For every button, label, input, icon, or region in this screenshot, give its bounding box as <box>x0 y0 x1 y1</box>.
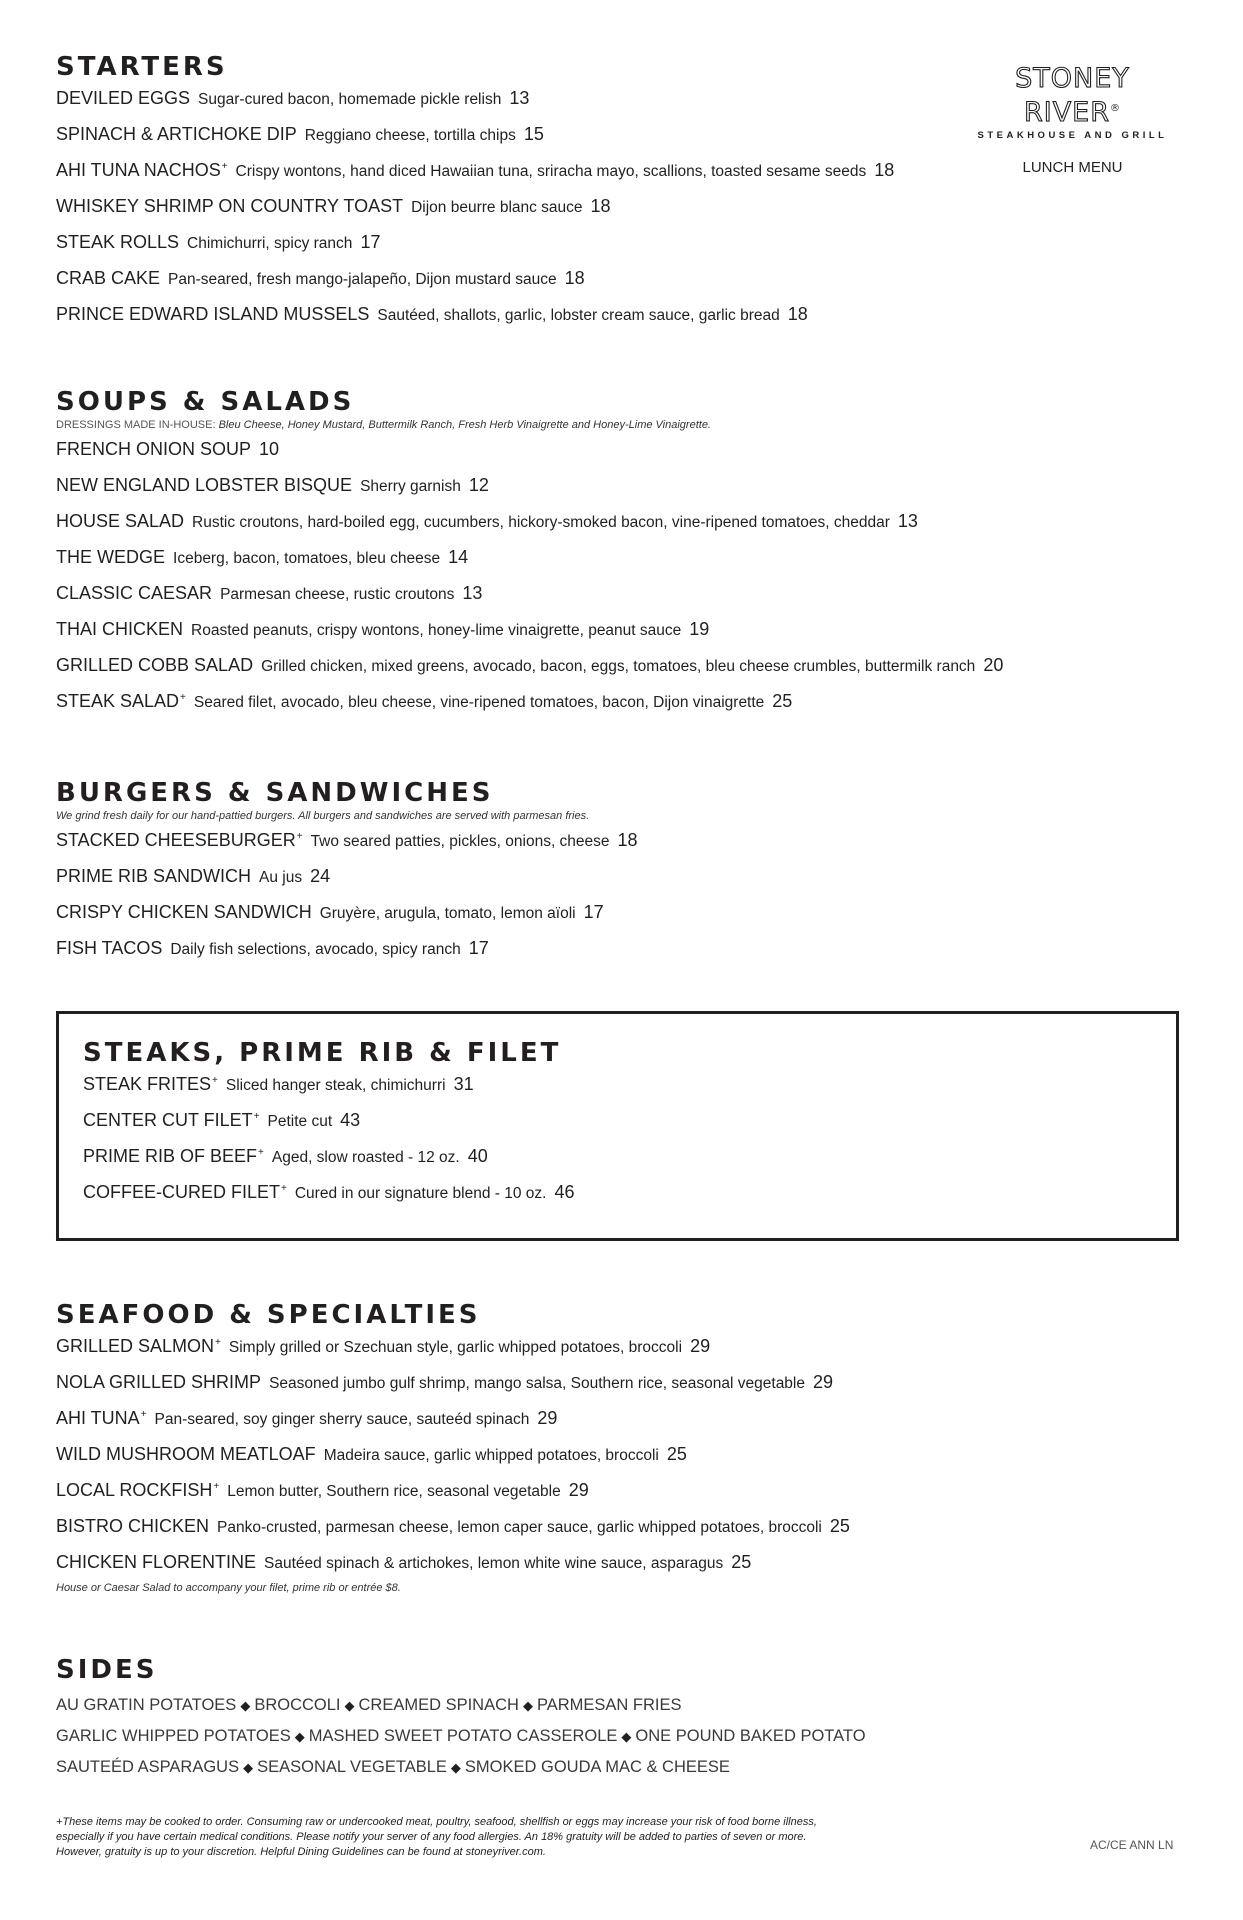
menu-item <box>56 655 1186 691</box>
soups-salads-section <box>56 387 1186 727</box>
item-name: HOUSE SALAD <box>56 511 185 531</box>
item-name: THE WEDGE <box>56 547 166 567</box>
item-name: DEVILED EGGS <box>56 88 191 108</box>
seafood-list <box>56 1336 1186 1588</box>
soups-salads-list <box>56 439 1186 727</box>
item-name: LOCAL ROCKFISH <box>56 1480 213 1500</box>
item-name: GRILLED COBB SALAD <box>56 655 254 675</box>
item-name: NEW ENGLAND LOBSTER BISQUE <box>56 475 353 495</box>
diamond-separator-icon: ◆ <box>344 1698 355 1713</box>
side-item: BROCCOLI <box>254 1696 341 1714</box>
menu-item <box>56 1516 1186 1552</box>
side-item: CREAMED SPINACH <box>358 1696 519 1714</box>
item-name: THAI CHICKEN <box>56 619 184 639</box>
item-name: FISH TACOS <box>56 938 163 958</box>
item-name: CRISPY CHICKEN SANDWICH <box>56 902 312 922</box>
item-price: 14 <box>448 547 469 567</box>
salad-addon-note: House or Caesar Salad to accompany your filet, prime rib or entrée $8. <box>56 1582 401 1594</box>
diamond-separator-icon: ◆ <box>621 1729 632 1744</box>
item-name: WILD MUSHROOM MEATLOAF <box>56 1444 316 1464</box>
cooked-to-order-mark: + <box>215 1337 221 1349</box>
starters-list <box>56 88 1186 340</box>
menu-item <box>83 1110 575 1146</box>
menu-item <box>56 88 1186 124</box>
item-name: STACKED CHEESEBURGER <box>56 830 296 850</box>
starters-section <box>56 52 1186 340</box>
item-name: PRINCE EDWARD ISLAND MUSSELS <box>56 304 370 324</box>
item-price: 17 <box>583 902 604 922</box>
item-price: 13 <box>509 88 530 108</box>
diamond-separator-icon: ◆ <box>522 1698 533 1713</box>
menu-item <box>56 511 1186 547</box>
sides-row <box>56 1757 1186 1788</box>
item-price: 13 <box>462 583 483 603</box>
menu-item <box>56 866 1186 902</box>
item-description: Sugar-cured bacon, homemade pickle relish <box>198 91 502 108</box>
item-price: 40 <box>467 1146 488 1166</box>
item-description: Sliced hanger steak, chimichurri <box>225 1077 446 1094</box>
item-name: BISTRO CHICKEN <box>56 1516 210 1536</box>
item-price: 19 <box>689 619 710 639</box>
section-title: STEAKS, PRIME RIB & FILET <box>83 1038 562 1068</box>
menu-item <box>56 1444 1186 1480</box>
item-description: Sautéed spinach & artichokes, lemon white wine sauce, asparagus <box>264 1555 724 1572</box>
side-item: ONE POUND BAKED POTATO <box>635 1727 866 1745</box>
side-item: MASHED SWEET POTATO CASSEROLE <box>308 1727 618 1745</box>
section-title: BURGERS & SANDWICHES <box>56 778 494 808</box>
diamond-separator-icon: ◆ <box>243 1760 254 1775</box>
section-title: SIDES <box>56 1655 158 1685</box>
side-item: AU GRATIN POTATOES <box>56 1696 237 1714</box>
menu-item <box>56 1408 1186 1444</box>
registered-mark: ® <box>1110 103 1121 114</box>
cooked-to-order-mark: + <box>213 1481 220 1493</box>
item-price: 20 <box>983 655 1004 675</box>
item-description: Simply grilled or Szechuan style, garlic whipped potatoes, broccoli <box>228 1339 683 1356</box>
cooked-to-order-mark: + <box>281 1183 287 1195</box>
item-price: 17 <box>468 938 489 958</box>
cooked-to-order-mark: + <box>180 692 186 704</box>
item-price: 15 <box>523 124 544 144</box>
item-name: CHICKEN FLORENTINE <box>56 1552 257 1572</box>
menu-item <box>56 691 1186 727</box>
item-price: 29 <box>568 1480 589 1500</box>
item-name: WHISKEY SHRIMP ON COUNTRY TOAST <box>56 196 404 216</box>
item-price: 18 <box>590 196 611 216</box>
item-price: 31 <box>453 1074 474 1094</box>
item-name: CRAB CAKE <box>56 268 161 288</box>
item-price: 13 <box>897 511 918 531</box>
sides-row <box>56 1695 1186 1726</box>
item-price: 18 <box>787 304 808 324</box>
item-name: PRIME RIB SANDWICH <box>56 866 252 886</box>
menu-item <box>56 304 1186 340</box>
item-description: Daily fish selections, avocado, spicy ranch <box>170 941 461 958</box>
item-description: Dijon beurre blanc sauce <box>411 199 583 216</box>
side-item: PARMESAN FRIES <box>536 1696 682 1714</box>
item-price: 43 <box>340 1110 361 1130</box>
menu-code: AC/CE ANN LN <box>1090 1838 1174 1852</box>
menu-item <box>56 830 1186 866</box>
menu-item <box>56 160 1186 196</box>
menu-item <box>56 1372 1186 1408</box>
item-description: Seasoned jumbo gulf shrimp, mango salsa, Southern rice, seasonal vegetable <box>269 1375 805 1392</box>
item-price: 18 <box>564 268 585 288</box>
menu-item <box>56 232 1186 268</box>
item-name: STEAK FRITES <box>83 1074 212 1094</box>
dressings-note-text: Bleu Cheese, Honey Mustard, Buttermilk Ranch, Fresh Herb Vinaigrette and Honey-Lime Vinaigrette. <box>218 419 711 431</box>
item-description: Petite cut <box>267 1113 333 1130</box>
seafood-section <box>56 1300 1186 1602</box>
side-item: SEASONAL VEGETABLE <box>257 1758 447 1776</box>
dressings-note-lead: DRESSINGS MADE IN-HOUSE: <box>56 419 216 431</box>
menu-item <box>83 1182 575 1218</box>
item-description: Au jus <box>259 869 303 886</box>
item-description: Reggiano cheese, tortilla chips <box>304 127 516 144</box>
cooked-to-order-mark: + <box>212 1075 218 1087</box>
dressings-note <box>56 419 1186 431</box>
menu-item <box>56 938 1186 974</box>
item-price: 24 <box>310 866 331 886</box>
item-description: Roasted peanuts, crispy wontons, honey-lime vinaigrette, peanut sauce <box>191 622 682 639</box>
cooked-to-order-mark: + <box>258 1147 264 1159</box>
item-name: CLASSIC CAESAR <box>56 583 213 603</box>
menu-type-label: LUNCH MENU <box>1022 159 1123 176</box>
steaks-section <box>83 1038 575 1218</box>
item-description: Grilled chicken, mixed greens, avocado, bacon, eggs, tomatoes, bleu cheese crumbles, buttermilk ranch <box>261 658 976 675</box>
item-price: 25 <box>829 1516 850 1536</box>
menu-item <box>56 1480 1186 1516</box>
item-name: SPINACH & ARTICHOKE DIP <box>56 124 297 144</box>
item-name: STEAK ROLLS <box>56 232 180 252</box>
steaks-list <box>83 1074 575 1218</box>
sides-section <box>56 1655 1186 1788</box>
item-description: Iceberg, bacon, tomatoes, bleu cheese <box>173 550 441 567</box>
side-item: SMOKED GOUDA MAC & CHEESE <box>464 1758 730 1776</box>
menu-item <box>56 268 1186 304</box>
menu-item <box>83 1074 575 1110</box>
menu-item <box>56 902 1186 938</box>
item-description: Seared filet, avocado, bleu cheese, vine-ripened tomatoes, bacon, Dijon vinaigrette <box>193 694 765 711</box>
brand-name: STONEY RIVER® <box>1015 63 1130 128</box>
item-price: 25 <box>772 691 793 711</box>
sides-row <box>56 1726 1186 1757</box>
item-name: AHI TUNA NACHOS <box>56 160 221 180</box>
sides-list <box>56 1695 1186 1788</box>
item-name: STEAK SALAD <box>56 691 180 711</box>
item-description: Crispy wontons, hand diced Hawaiian tuna, sriracha mayo, scallions, toasted sesame seeds <box>235 163 867 180</box>
menu-item <box>56 439 1186 475</box>
menu-item <box>56 547 1186 583</box>
item-description: Chimichurri, spicy ranch <box>187 235 353 252</box>
item-price: 12 <box>468 475 489 495</box>
item-price: 29 <box>813 1372 834 1392</box>
menu-item <box>56 1336 1186 1372</box>
item-price: 10 <box>259 439 280 459</box>
item-description: Parmesan cheese, rustic croutons <box>220 586 455 603</box>
item-price: 46 <box>554 1182 575 1202</box>
item-price: 17 <box>360 232 381 252</box>
menu-item <box>56 583 1186 619</box>
brand-subtitle: STEAKHOUSE AND GRILL <box>977 130 1168 141</box>
item-name: GRILLED SALMON <box>56 1336 215 1356</box>
section-title: SOUPS & SALADS <box>56 387 355 417</box>
item-description: Pan-seared, soy ginger sherry sauce, sauteéd spinach <box>154 1411 530 1428</box>
item-price: 29 <box>537 1408 558 1428</box>
item-description: Two seared patties, pickles, onions, cheese <box>310 833 610 850</box>
item-description: Aged, slow roasted - 12 oz. <box>271 1149 460 1166</box>
disclaimer <box>56 1815 916 1860</box>
item-description: Sautéed, shallots, garlic, lobster cream sauce, garlic bread <box>377 307 780 324</box>
menu-item <box>83 1146 575 1182</box>
diamond-separator-icon: ◆ <box>450 1760 461 1775</box>
item-description: Cured in our signature blend - 10 oz. <box>294 1185 547 1202</box>
item-description: Madeira sauce, garlic whipped potatoes, broccoli <box>323 1447 659 1464</box>
item-description: Panko-crusted, parmesan cheese, lemon caper sauce, garlic whipped potatoes, broccoli <box>217 1519 822 1536</box>
burgers-section <box>56 778 1186 974</box>
menu-item <box>56 124 1186 160</box>
disclaimer-line: +These items may be cooked to order. Consuming raw or undercooked meat, poultry, seafood, shellfish or eggs may increase your risk of food borne illness, <box>56 1816 817 1828</box>
side-item: GARLIC WHIPPED POTATOES <box>56 1727 291 1745</box>
item-description: Lemon butter, Southern rice, seasonal vegetable <box>227 1483 561 1500</box>
cooked-to-order-mark: + <box>221 161 228 173</box>
burgers-list <box>56 830 1186 974</box>
menu-item <box>56 619 1186 655</box>
menu-item <box>56 196 1186 232</box>
steaks-box <box>56 1011 1179 1241</box>
item-price: 18 <box>874 160 895 180</box>
cooked-to-order-mark: + <box>296 831 303 843</box>
item-description: Sherry garnish <box>360 478 461 495</box>
item-price: 25 <box>731 1552 752 1572</box>
menu-item <box>56 475 1186 511</box>
item-name: COFFEE-CURED FILET <box>83 1182 281 1202</box>
item-price: 18 <box>617 830 638 850</box>
disclaimer-line: However, gratuity is up to your discretion. Helpful Dining Guidelines can be found at stoneyriver.com. <box>56 1846 546 1858</box>
section-title: STARTERS <box>56 52 228 82</box>
item-description: Rustic croutons, hard-boiled egg, cucumbers, hickory-smoked bacon, vine-ripened tomatoes, cheddar <box>192 514 890 531</box>
item-name: FRENCH ONION SOUP <box>56 439 252 459</box>
side-item: SAUTEÉD ASPARAGUS <box>56 1758 240 1776</box>
cooked-to-order-mark: + <box>140 1409 147 1421</box>
disclaimer-line: especially if you have certain medical conditions. Please notify your server of any food allergies. An 18% gratuity will be added to parties of seven or more. <box>56 1831 807 1843</box>
item-name: CENTER CUT FILET <box>83 1110 253 1130</box>
item-name: PRIME RIB OF BEEF <box>83 1146 258 1166</box>
diamond-separator-icon: ◆ <box>240 1698 251 1713</box>
item-name: NOLA GRILLED SHRIMP <box>56 1372 262 1392</box>
burgers-note: We grind fresh daily for our hand-pattied burgers. All burgers and sandwiches are served with parmesan fries. <box>56 810 590 822</box>
item-description: Gruyère, arugula, tomato, lemon aïoli <box>319 905 576 922</box>
item-description: Pan-seared, fresh mango-jalapeño, Dijon mustard sauce <box>168 271 557 288</box>
item-name: AHI TUNA <box>56 1408 140 1428</box>
item-price: 29 <box>690 1336 711 1356</box>
item-price: 25 <box>666 1444 687 1464</box>
cooked-to-order-mark: + <box>253 1111 260 1123</box>
diamond-separator-icon: ◆ <box>294 1729 305 1744</box>
section-title: SEAFOOD & SPECIALTIES <box>56 1300 481 1330</box>
